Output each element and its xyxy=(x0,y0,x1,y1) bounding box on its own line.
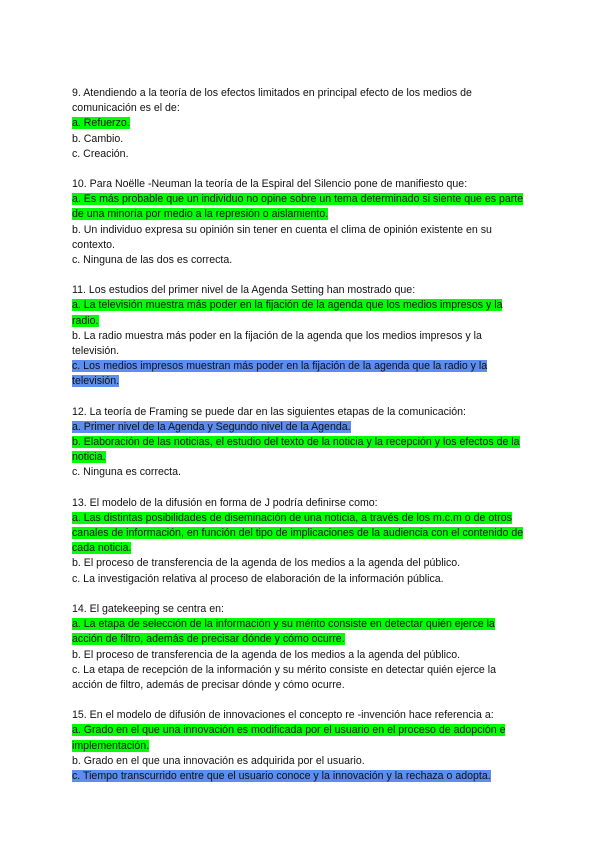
question-text: 15. En el modelo de difusión de innovaciones el concepto re -invención hace referencia a: xyxy=(72,709,494,722)
answer-option-text: b. Grado en el que una innovación es adquirida por el usuario. xyxy=(72,754,365,767)
answer-option xyxy=(72,435,528,465)
question-text: 12. La teoría de Framing se puede dar en las siguientes etapas de la comunicación: xyxy=(72,405,466,418)
answer-option-text: c. La etapa de recepción de la información y su mérito consiste en detectar quién ejerce la acción de filtro, además de precisar dónde y cómo ocurre. xyxy=(72,663,496,691)
answer-option-text: a. Primer nivel de la Agenda y Segundo nivel de la Agenda. xyxy=(72,420,351,433)
answer-option xyxy=(72,253,528,268)
answer-option xyxy=(72,223,528,253)
answer-option-text: b. El proceso de transferencia de la agenda de los medios a la agenda del público. xyxy=(72,648,461,661)
question-text: 9. Atendiendo a la teoría de los efectos limitados en principal efecto de los medios de comunicación es el de: xyxy=(72,87,472,115)
question-block xyxy=(72,283,528,389)
answer-option xyxy=(72,298,528,328)
answer-option-text: c. Tiempo transcurrido entre que el usuario conoce y la innovación y la rechaza o adopta. xyxy=(72,769,491,782)
question-block xyxy=(72,708,528,784)
answer-option xyxy=(72,359,528,389)
question-block xyxy=(72,86,528,162)
question-block xyxy=(72,602,528,693)
answer-option xyxy=(72,192,528,222)
answer-option-text: b. Un individuo expresa su opinión sin tener en cuenta el clima de opinión existente en su contexto. xyxy=(72,223,492,251)
answer-option-text: c. Creación. xyxy=(72,147,129,160)
answer-option xyxy=(72,723,528,753)
answer-option-text: c. Ninguna es correcta. xyxy=(72,466,181,479)
answer-option-text: a. Grado en el que una innovación es modificada por el usuario en el proceso de adopción e implementación. xyxy=(72,724,506,752)
answer-option xyxy=(72,147,528,162)
answer-option xyxy=(72,132,528,147)
answer-option-text: b. Elaboración de las noticias, el estudio del texto de la noticia y la recepción y los efectos de la noticia. xyxy=(72,436,520,464)
answer-option-text: b. La radio muestra más poder en la fijación de la agenda que los medios impresos y la televisión. xyxy=(72,329,482,358)
answer-option xyxy=(72,663,528,693)
answer-option xyxy=(72,572,528,587)
document-page xyxy=(72,86,528,799)
answer-option-text: a. Refuerzo. xyxy=(72,117,130,130)
answer-option-text: a. Las distintas posibilidades de diseminación de una noticia, a través de los m.c.m o de otros canales de información, en función del tipo de implicaciones de la audiencia con el contenido de cada noticia. xyxy=(72,511,524,555)
answer-option-text: c. Los medios impresos muestran más poder en la fijación de la agenda que la radio y la televisión. xyxy=(72,360,488,388)
answer-option-text: b. Cambio. xyxy=(72,132,124,145)
question-text: 13. El modelo de la difusión en forma de J podría definirse como: xyxy=(72,496,378,509)
question-block xyxy=(72,496,528,587)
answer-option-text: a. La televisión muestra más poder en la fijación de la agenda que los medios impresos y la radio. xyxy=(72,299,503,327)
answer-option xyxy=(72,329,528,359)
answer-option xyxy=(72,617,528,647)
answer-option xyxy=(72,556,528,571)
question-text: 14. El gatekeeping se centra en: xyxy=(72,602,224,615)
question-text: 10. Para Noëlle -Neuman la teoría de la Espiral del Silencio pone de manifiesto que: xyxy=(72,178,468,191)
answer-option xyxy=(72,769,528,784)
question-text: 11. Los estudios del primer nivel de la Agenda Setting han mostrado que: xyxy=(72,284,416,297)
answer-option-text: c. La investigación relativa al proceso de elaboración de la información pública. xyxy=(72,572,444,585)
answer-option xyxy=(72,420,528,435)
answer-option xyxy=(72,465,528,480)
answer-option-text: a. Es más probable que un individuo no opine sobre un tema determinado si siente que es parte de una minoría por medio a la represión o aislamiento. xyxy=(72,193,524,221)
answer-option-text: c. Ninguna de las dos es correcta. xyxy=(72,254,233,267)
answer-option xyxy=(72,116,528,131)
answer-option xyxy=(72,511,528,557)
question-block xyxy=(72,405,528,481)
question-block xyxy=(72,177,528,268)
answer-option-text: b. El proceso de transferencia de la agenda de los medios a la agenda del público. xyxy=(72,557,461,570)
answer-option-text: a. La etapa de selección de la información y su mérito consiste en detectar quién ejerce la acción de filtro, además de precisar dónde y cómo ocurre. xyxy=(72,618,495,646)
answer-option xyxy=(72,648,528,663)
answer-option xyxy=(72,754,528,769)
